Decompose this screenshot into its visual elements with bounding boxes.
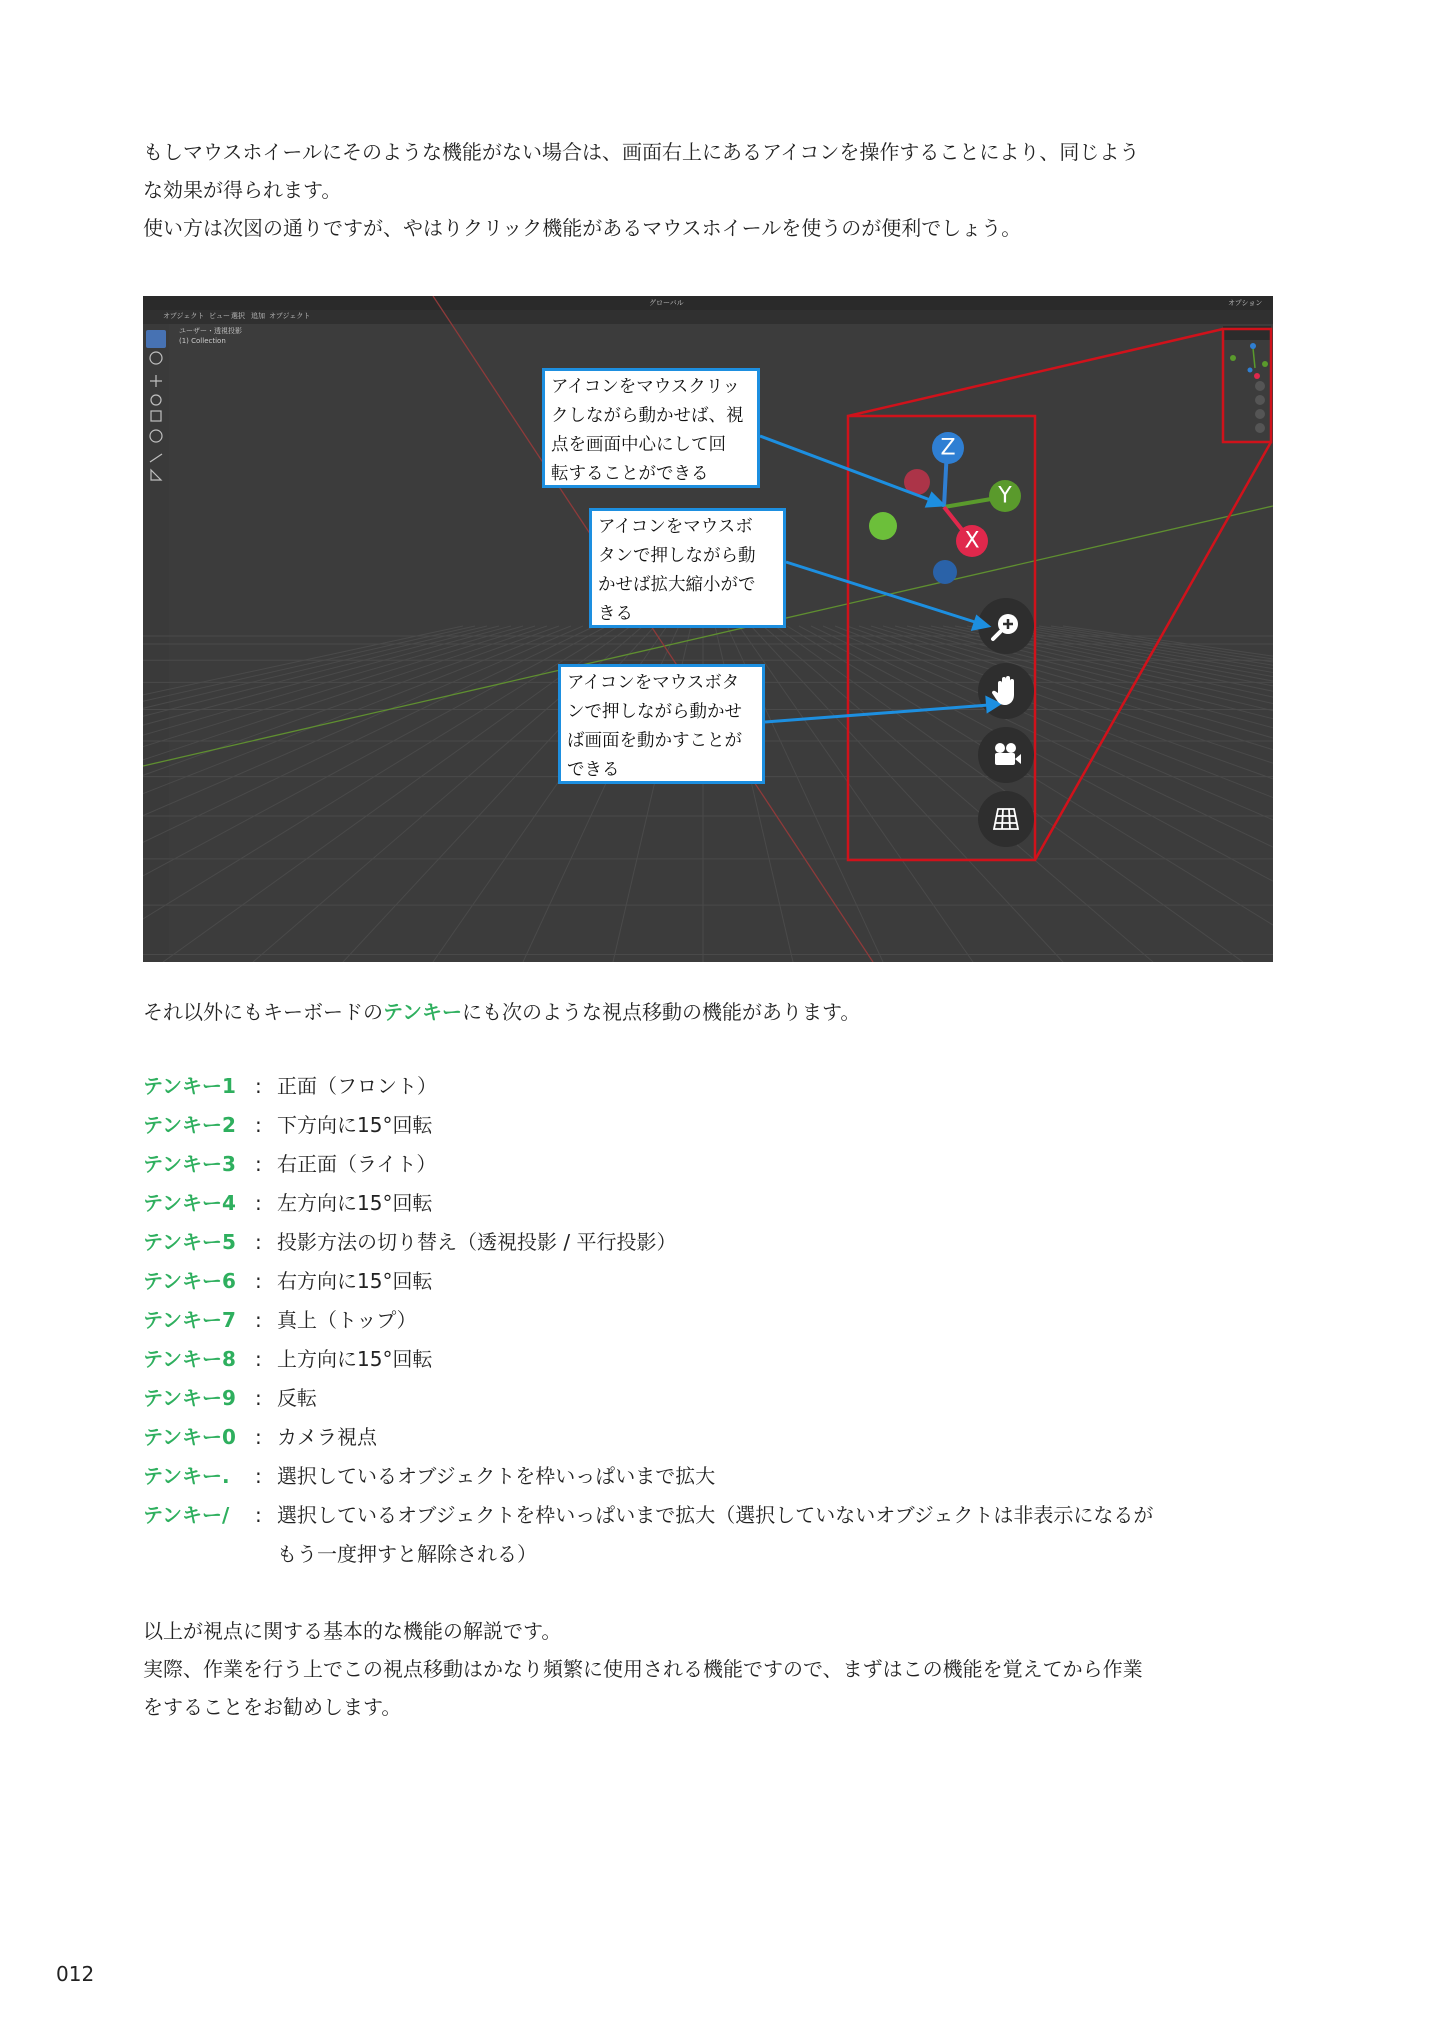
tenkey-description: 上方向に15°回転 — [277, 1347, 433, 1371]
tenkey-name: テンキー0 — [143, 1425, 236, 1449]
tenkey-row — [143, 1067, 1283, 1106]
tenkey-row — [143, 1496, 1283, 1574]
tenkey-row — [143, 1145, 1283, 1184]
tenkey-description: 投影方法の切り替え（透視投影 / 平行投影） — [277, 1230, 677, 1254]
tenkey-description: 左方向に15°回転 — [277, 1191, 433, 1215]
intro-paragraph — [143, 133, 1273, 247]
hand-pan-icon[interactable] — [986, 671, 1026, 711]
intro-line: 使い方は次図の通りですが、やはりクリック機能があるマウスホイールを使うのが便利でしょう。 — [143, 216, 1022, 240]
tenkey-name: テンキー3 — [143, 1152, 236, 1176]
tenkey-row — [143, 1223, 1283, 1262]
tenkey-separator: : — [255, 1347, 262, 1371]
gizmo-y-label: Y — [998, 483, 1012, 509]
tenkey-separator: : — [255, 1308, 262, 1332]
tenkey-separator: : — [255, 1152, 262, 1176]
tenkey-description: 選択しているオブジェクトを枠いっぱいまで拡大（選択していないオブジェクトは非表示になるが もう一度押すと解除される） — [277, 1503, 1154, 1566]
conclusion-line: 実際、作業を行う上でこの視点移動はかなり頻繁に使用される機能ですので、まずはこの機能を覚えてから作業 — [143, 1657, 1143, 1681]
blender-viewport-screenshot — [143, 296, 1273, 962]
tenkey-name: テンキー9 — [143, 1386, 236, 1410]
menu-add[interactable]: 追加 — [251, 312, 265, 320]
tenkey-separator: : — [255, 1464, 262, 1488]
tenkey-row — [143, 1457, 1283, 1496]
tenkey-intro-after: にも次のような視点移動の機能があります。 — [462, 1000, 861, 1024]
menu-object-mode[interactable]: オブジェクト — [163, 312, 205, 320]
transform-orientation-select[interactable]: グローバル — [649, 299, 684, 307]
tenkey-intro — [143, 993, 1273, 1031]
callout-rotate: アイコンをマウスクリッ クしながら動かせば、視 点を画面中心にして回 転することができる — [542, 368, 760, 488]
tenkey-separator: : — [255, 1113, 262, 1137]
tenkey-name: テンキー6 — [143, 1269, 236, 1293]
tenkey-intro-line — [143, 993, 1273, 1031]
tenkey-separator: : — [255, 1230, 262, 1254]
tenkey-description: 右正面（ライト） — [277, 1152, 437, 1176]
tenkey-description: カメラ視点 — [277, 1425, 377, 1449]
gizmo-z-label: Z — [940, 435, 956, 461]
tenkey-highlight: テンキー — [383, 1000, 462, 1024]
conclusion-line: をすることをお勧めします。 — [143, 1695, 402, 1719]
menu-object[interactable]: オブジェクト — [269, 312, 311, 320]
callout-pan: アイコンをマウスボタ ンで押しながら動かせ ば画面を動かすことが できる — [558, 664, 765, 784]
tenkey-name: テンキー8 — [143, 1347, 236, 1371]
tenkey-separator: : — [255, 1386, 262, 1410]
tenkey-name: テンキー1 — [143, 1074, 236, 1098]
menu-view[interactable]: ビュー — [209, 312, 230, 320]
tenkey-name: テンキー7 — [143, 1308, 236, 1332]
gizmo-x-label: X — [964, 528, 980, 554]
conclusion-paragraph — [143, 1612, 1273, 1726]
tenkey-row — [143, 1184, 1283, 1223]
tenkey-separator: : — [255, 1425, 262, 1449]
tenkey-description: 下方向に15°回転 — [277, 1113, 433, 1137]
tenkey-description: 真上（トップ） — [277, 1308, 417, 1332]
tenkey-intro-before: それ以外にもキーボードの — [143, 1000, 383, 1024]
intro-line: もしマウスホイールにそのような機能がない場合は、画面右上にあるアイコンを操作することにより、同じよう — [143, 140, 1140, 164]
tenkey-name: テンキー. — [143, 1464, 230, 1488]
tenkey-separator: : — [255, 1074, 262, 1098]
tenkey-row — [143, 1418, 1283, 1457]
callout-zoom: アイコンをマウスボ タンで押しながら動 かせば拡大縮小がで きる — [589, 508, 786, 628]
viewport-collection-text: (1) Collection — [179, 337, 226, 345]
grid-orthographic-icon[interactable] — [986, 799, 1026, 839]
menu-select[interactable]: 選択 — [231, 312, 245, 320]
tenkey-description: 反転 — [277, 1386, 317, 1410]
tenkey-row — [143, 1301, 1283, 1340]
page-number: 012 — [56, 1962, 95, 1986]
tenkey-description: 選択しているオブジェクトを枠いっぱいまで拡大 — [277, 1464, 716, 1488]
intro-line: な効果が得られます。 — [143, 178, 342, 202]
tenkey-separator: : — [255, 1269, 262, 1293]
tenkey-description: 正面（フロント） — [277, 1074, 437, 1098]
options-menu[interactable]: オプション — [1228, 299, 1263, 307]
tenkey-row — [143, 1379, 1283, 1418]
zoom-icon[interactable] — [986, 606, 1026, 646]
tenkey-separator: : — [255, 1191, 262, 1215]
tenkey-name: テンキー4 — [143, 1191, 236, 1215]
tenkey-list — [143, 1067, 1283, 1574]
tenkey-description: 右方向に15°回転 — [277, 1269, 433, 1293]
conclusion-line: 以上が視点に関する基本的な機能の解説です。 — [143, 1619, 562, 1643]
tenkey-name: テンキー2 — [143, 1113, 236, 1137]
viewport-overlay-text: ユーザー・透視投影 — [179, 327, 242, 335]
tenkey-name: テンキー5 — [143, 1230, 236, 1254]
tenkey-row — [143, 1262, 1283, 1301]
tenkey-separator: : — [255, 1503, 262, 1527]
tenkey-row — [143, 1340, 1283, 1379]
tenkey-name: テンキー/ — [143, 1503, 230, 1527]
camera-icon[interactable] — [986, 735, 1026, 775]
tenkey-row — [143, 1106, 1283, 1145]
